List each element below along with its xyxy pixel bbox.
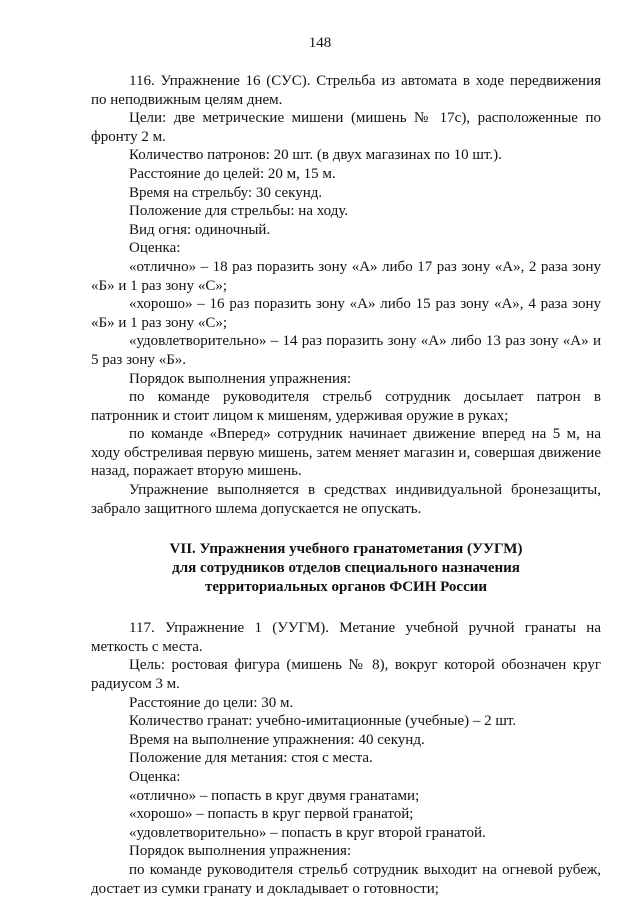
section-116 [91, 72, 601, 518]
chapter-heading-line-1: VII. Упражнения учебного гранатометания (УУГМ) [169, 541, 523, 558]
section-116-grade-label: Оценка: [129, 240, 181, 257]
section-117-position: Положение для метания: стоя с места. [129, 750, 373, 767]
chapter-heading-line-3: территориальных органов ФСИН России [204, 579, 488, 596]
section-116-grade-excellent: «отлично» – 18 раз поразить зону «А» либо 17 раз зону «А», 2 раза зону «Б» и 1 раз зону «С»; [91, 258, 601, 294]
section-117-grade-satisfactory: «удовлетворительно» – попасть в круг второй гранатой. [129, 824, 486, 841]
section-116-grade-satisfactory: «удовлетворительно» – 14 раз поразить зону «А» либо 13 раз зону «А» и 5 раз зону «Б». [91, 333, 601, 368]
section-117-time: Время на выполнение упражнения: 40 секунд. [129, 731, 425, 748]
section-116-ammo: Количество патронов: 20 шт. (в двух магазинах по 10 шт.). [129, 147, 502, 164]
section-116-order-2: по команде «Вперед» сотрудник начинает движение вперед на 5 м, на ходу обстреливая первую мишень, затем меняет магазин и, совершая движение назад, поражает вторую мишень. [91, 426, 601, 480]
document-body [91, 72, 601, 898]
section-117 [91, 619, 601, 898]
section-117-title: 117. Упражнение 1 (УУГМ). Метание учебной ручной гранаты на меткость с места. [91, 620, 601, 655]
section-117-distance: Расстояние до цели: 30 м. [129, 694, 294, 711]
section-117-grade-label: Оценка: [129, 769, 181, 785]
page-number: 148 [308, 35, 332, 51]
section-116-distance: Расстояние до целей: 20 м, 15 м. [129, 165, 336, 182]
section-116-order-1: по команде руководителя стрельб сотрудник досылает патрон в патронник и стоит лицом к мишеням, удерживая оружие в руках; [91, 389, 601, 424]
section-116-fire-mode: Вид огня: одиночный. [129, 221, 271, 238]
section-116-order-label: Порядок выполнения упражнения: [129, 370, 352, 387]
section-117-order-1: по команде руководителя стрельб сотрудник выходит на огневой рубеж, достает из сумки гранату и докладывает о готовности; [91, 861, 601, 897]
section-117-target: Цель: ростовая фигура (мишень № 8), вокруг которой обозначен круг радиусом 3 м. [91, 657, 601, 693]
chapter-heading-line-2: для сотрудников отделов специального назначения [172, 560, 520, 577]
section-116-grade-good: «хорошо» – 16 раз поразить зону «А» либо 15 раз зону «А», 4 раза зону «Б» и 1 раз зону «С»; [91, 296, 601, 331]
section-117-grenades: Количество гранат: учебно-имитационные (учебные) – 2 шт. [129, 713, 517, 730]
section-117-grade-good: «хорошо» – попасть в круг первой гранатой; [129, 806, 414, 823]
spacer [91, 597, 601, 619]
section-116-position: Положение для стрельбы: на ходу. [129, 203, 349, 220]
section-117-grade-excellent: «отлично» – попасть в круг двумя гранатами; [129, 787, 420, 804]
section-117-order-label: Порядок выполнения упражнения: [129, 843, 352, 860]
section-116-title: 116. Упражнение 16 (СУС). Стрельба из автомата в ходе передвижения по неподвижным целям днем. [91, 73, 601, 108]
section-116-targets: Цели: две метрические мишени (мишень № 17с), расположенные по фронту 2 м. [91, 110, 601, 145]
chapter-heading [91, 540, 601, 597]
section-116-time: Время на стрельбу: 30 секунд. [129, 184, 323, 201]
section-116-note: Упражнение выполняется в средствах индивидуальной бронезащиты, забрало защитного шлема допускается не опускать. [91, 482, 601, 517]
